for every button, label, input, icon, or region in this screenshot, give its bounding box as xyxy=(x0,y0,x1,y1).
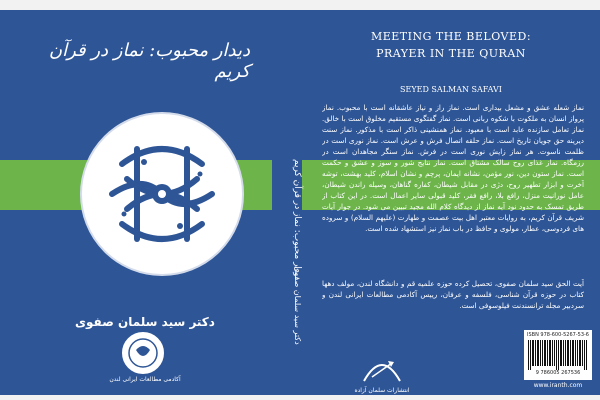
back-author: SEYED SALMAN SAFAVI xyxy=(400,85,502,94)
academy-logo-icon xyxy=(118,328,168,378)
back-title-line2: PRAYER IN THE QURAN xyxy=(376,47,526,60)
spine-title: دیدار محبوب: نماز در قرآن کریم xyxy=(292,159,302,281)
barcode xyxy=(524,330,592,380)
back-author-bio: آیت الحق سید سلمان صفوی، تحصیل کرده حوزه علمیه قم و دانشگاه لندن، مولف دهها کتاب در حوزه قرآن شناسی، فلسفه و عرفان، رییس آکادمی مطالعات ایرانی لندن و سردبیر مجله ترانسندنت فیلوسوفی است. xyxy=(322,279,584,310)
spine xyxy=(272,10,302,395)
back-cover xyxy=(302,10,600,395)
barcode-bars-icon xyxy=(528,340,588,370)
spine-author: دکتر سید سلمان صفوی xyxy=(293,265,302,345)
back-description: نماز شعله عشق و مشعل بیداری است. نماز راز و نیاز عاشقانه است با محبوب. نماز پرواز انسان به ملکوت با شکوه ربانی است. نماز گفتگوی مستقیم مخلوق است با خالق. نماز تعامل سازنده عابد است با معبود. نماز همنشینی ذاکر است با مذکور. نماز سنت دیرینه حق جویان تاریخ است. نماز حلقه اتصال فرش و عرش است. نماز نوری است در ظلمت ناسوت. هر نماز زایش نوری است در فرش. نماز سنگر مجاهدان است در رزمگاه. نماز غذای روح سالک مشتاق است. نماز نتایج شور و سوز و عشق و حکمت است. نماز ستون دین، نور مؤمن، نشانه ایمان، پرچم و نشان اسلام، کلید بهشت، توشه آخرت و ابزار تطهیر روح، دژی در مقابل شیطان، کفاره گناهان، وسیله راندن شیطان، عامل نورانیت منزل، رافع بلا، رافع فقر، کلید قبولی سایر اعمال است. در این کتاب از طریق تمسک به حدود نود آیه نماز از دیدگاه کلام الله مجید تبیین می شود. در جوار آیات شریف قرآن کریم، به روایات معتبر اهل بیت عصمت و طهارت (علیهم السلام) و سروده های فردوسی، عطار، مولوی و حافظ در باب نماز نیز استشهاد شده است. xyxy=(322,103,584,233)
front-title: دیدار محبوب: نماز در قرآن کریم xyxy=(48,40,250,82)
publisher-logo-icon xyxy=(360,355,404,385)
back-publisher-caption: انتشارات سلمان آزاده xyxy=(354,387,410,394)
isbn-label: ISBN 978-600-5267-53-6 xyxy=(527,332,589,338)
front-author: دکتر سید سلمان صفوی xyxy=(75,315,215,329)
calligraphy-emblem-icon xyxy=(82,114,242,274)
back-title xyxy=(302,30,600,60)
front-publisher-caption: آکادمی مطالعات ایرانی لندن xyxy=(109,376,181,383)
barcode-digits: 9 786005 267536 xyxy=(535,370,581,376)
back-title-line1: MEETING THE BELOVED: xyxy=(370,30,532,43)
publisher-website: www.iranth.com xyxy=(533,382,583,389)
front-cover xyxy=(0,10,272,395)
calligraphy-medallion xyxy=(80,112,244,276)
